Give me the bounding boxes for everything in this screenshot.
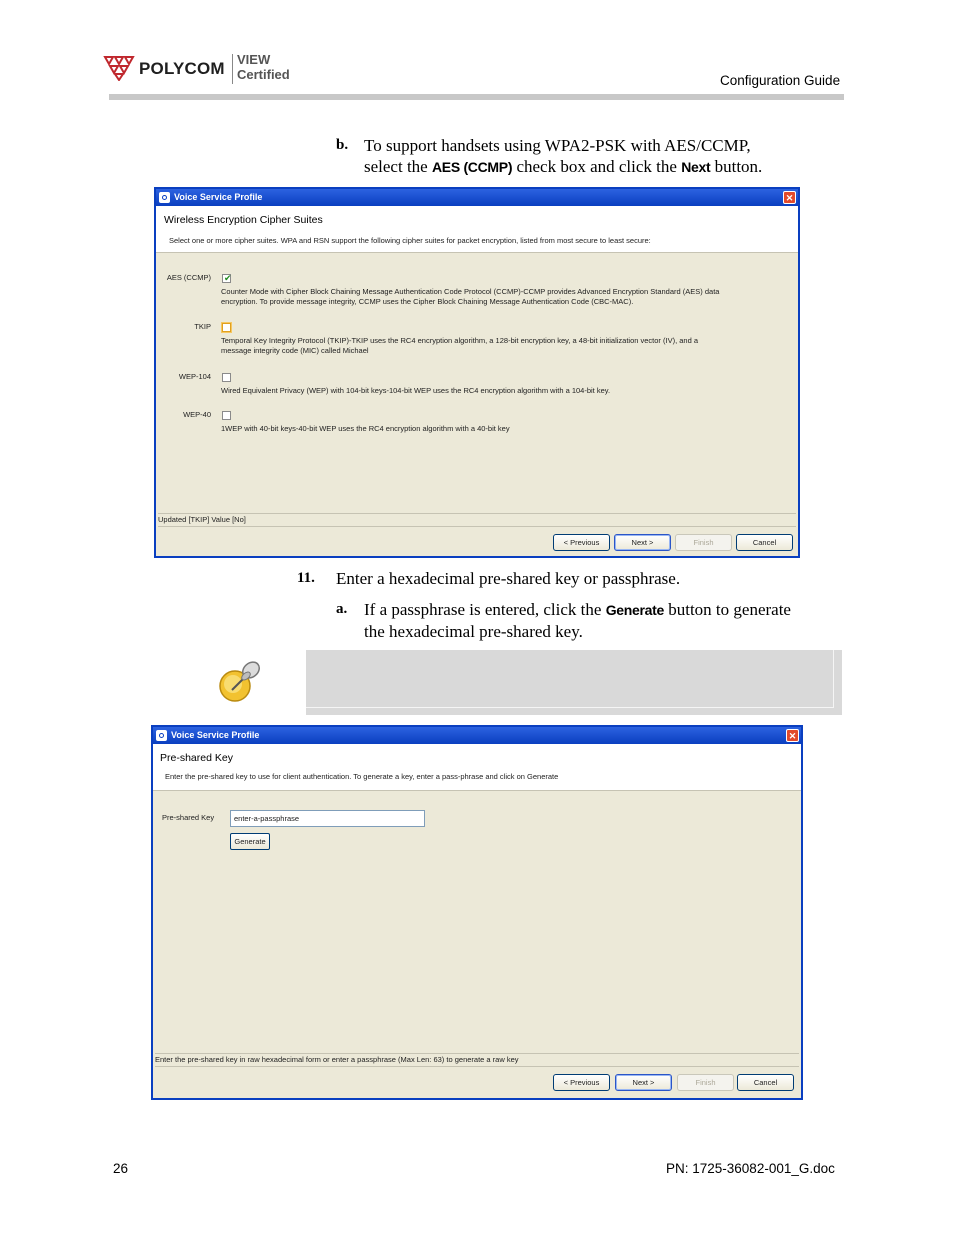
- aes-checkbox[interactable]: [222, 274, 231, 283]
- option-label: AES (CCMP): [166, 273, 211, 282]
- close-icon[interactable]: ✕: [783, 191, 796, 204]
- next-keyword: Next: [681, 159, 711, 175]
- option-desc: encryption. To provide message integrity, CCMP uses the Cipher Block Chaining Message Authentication Code (CBC-MAC).: [221, 297, 634, 306]
- cipher-suites-dialog: [154, 187, 800, 558]
- generate-keyword: Generate: [605, 602, 664, 618]
- logo-brand: POLYCOM: [139, 59, 225, 78]
- step-11-text: Enter a hexadecimal pre-shared key or passphrase.: [336, 569, 681, 588]
- next-button[interactable]: Next >: [615, 1074, 672, 1091]
- option-label: WEP-104: [178, 372, 211, 381]
- step-11-marker: 11.: [297, 570, 315, 586]
- pre-shared-key-dialog: [151, 725, 803, 1100]
- option-desc: Wired Equivalent Privacy (WEP) with 104-bit keys-104-bit WEP uses the RC4 encryption algorithm with a 104-bit key.: [221, 386, 611, 395]
- generate-button[interactable]: Generate: [230, 833, 270, 850]
- option-label: WEP-40: [183, 410, 211, 419]
- dialog-heading: Pre-shared Key: [160, 752, 233, 764]
- note-box-edge: [306, 707, 834, 708]
- page-number: 26: [113, 1161, 129, 1176]
- step-b-line2: [364, 156, 834, 178]
- option-desc: Counter Mode with Cipher Block Chaining Message Authentication Code Protocol (CCMP)-CCMP provides Advanced Encryption Standard (AES) data: [221, 287, 720, 296]
- step-b-line2-post: button.: [710, 157, 763, 176]
- note-box-edge: [833, 650, 834, 708]
- step-a-line1-post: button to generate: [663, 600, 791, 619]
- option-wep40: [156, 410, 796, 440]
- tkip-checkbox[interactable]: [222, 323, 231, 332]
- option-label: TKIP: [194, 322, 211, 331]
- pre-shared-key-input[interactable]: enter-a-passphrase: [230, 810, 425, 827]
- step-a-line2: the hexadecimal pre-shared key.: [364, 622, 583, 641]
- previous-button[interactable]: < Previous: [553, 534, 610, 551]
- option-wep104: [156, 372, 796, 402]
- polycom-logo: [103, 52, 303, 86]
- dialog-header: [156, 206, 798, 253]
- dialog-title: Voice Service Profile: [171, 730, 260, 740]
- dialog-subheading: Select one or more cipher suites. WPA and RSN support the following cipher suites for packet encryption, listed from most secure to least secure:: [169, 236, 651, 245]
- previous-button[interactable]: < Previous: [553, 1074, 610, 1091]
- finish-button[interactable]: Finish: [677, 1074, 734, 1091]
- app-icon: [159, 192, 170, 203]
- logo-divider: [232, 54, 233, 84]
- pushpin-note-icon: [218, 659, 264, 705]
- wep104-checkbox[interactable]: [222, 373, 231, 382]
- option-desc: 1WEP with 40-bit keys-40-bit WEP uses the RC4 encryption algorithm with a 40-bit key: [221, 424, 510, 433]
- step-a-line1-pre: If a passphrase is entered, click the: [364, 600, 606, 619]
- close-icon[interactable]: ✕: [786, 729, 799, 742]
- option-desc: message integrity code (MIC) called Michael: [221, 346, 369, 355]
- next-button[interactable]: Next >: [614, 534, 671, 551]
- status-bar: Updated [TKIP] Value [No]: [158, 513, 796, 527]
- step-b-text: [364, 135, 834, 178]
- logo-certified: Certified: [237, 67, 290, 82]
- step-a-marker: a.: [336, 601, 348, 617]
- step-a-text: [364, 599, 844, 642]
- step-a-line1: [364, 599, 844, 621]
- step-b-marker: b.: [336, 137, 349, 153]
- finish-button[interactable]: Finish: [675, 534, 732, 551]
- part-number: PN: 1725-36082-001_G.doc: [666, 1161, 835, 1176]
- step-b-line2-mid: check box and click the: [512, 157, 682, 176]
- step-b-line1: To support handsets using WPA2-PSK with AES/CCMP,: [364, 136, 751, 155]
- status-bar: Enter the pre-shared key in raw hexadecimal form or enter a passphrase (Max Len: 63) to generate a raw key: [155, 1053, 799, 1067]
- option-aes: [156, 273, 796, 313]
- polycom-triangles-icon: [103, 55, 137, 81]
- dialog-title-bar: [153, 727, 801, 744]
- cancel-button[interactable]: Cancel: [737, 1074, 794, 1091]
- doc-title: Configuration Guide: [720, 73, 841, 88]
- dialog-subheading: Enter the pre-shared key to use for client authentication. To generate a key, enter a pass-phrase and click on Generate: [165, 772, 559, 781]
- header-rule: [109, 94, 844, 100]
- option-desc: Temporal Key Integrity Protocol (TKIP)-TKIP uses the RC4 encryption algorithm, a 128-bit encryption key, a 48-bit initialization vector (IV), and a: [221, 336, 699, 345]
- note-box: [306, 650, 842, 715]
- step-b-line2-pre: select the: [364, 157, 432, 176]
- option-tkip: [156, 322, 796, 362]
- dialog-title: Voice Service Profile: [174, 192, 263, 202]
- checkmark-icon: ✔: [224, 273, 232, 283]
- dialog-title-bar: [156, 189, 798, 206]
- pre-shared-key-label: Pre-shared Key: [162, 813, 215, 822]
- logo-view: VIEW: [237, 52, 271, 67]
- wep40-checkbox[interactable]: [222, 411, 231, 420]
- dialog-header: [153, 744, 801, 791]
- app-icon: [156, 730, 167, 741]
- aes-ccmp-keyword: AES (CCMP): [431, 159, 513, 175]
- cancel-button[interactable]: Cancel: [736, 534, 793, 551]
- dialog-heading: Wireless Encryption Cipher Suites: [164, 214, 323, 226]
